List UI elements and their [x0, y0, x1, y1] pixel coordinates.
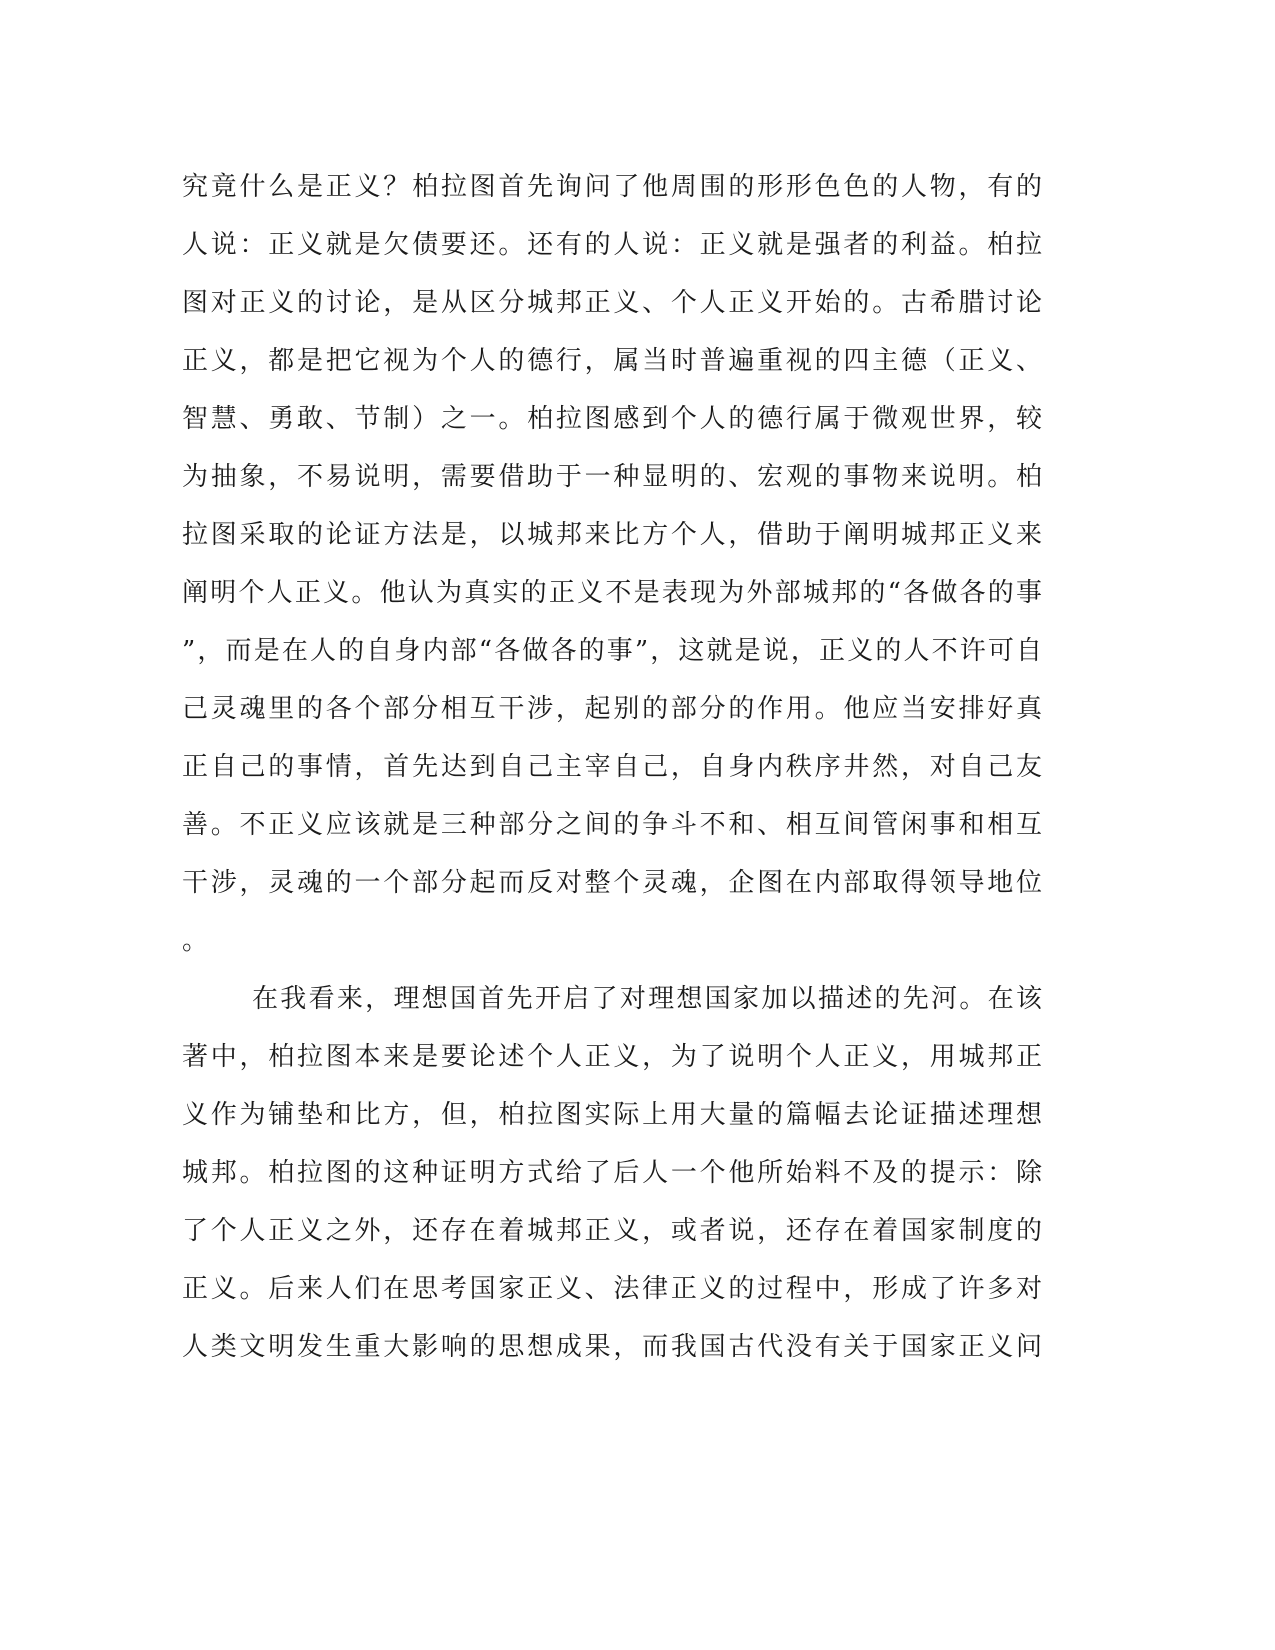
paragraph-1-line: 己灵魂里的各个部分相互干涉，起别的部分的作用。他应当安排好真	[182, 694, 1042, 724]
paragraph-1-line: ”，而是在人的自身内部“各做各的事”，这就是说，正义的人不许可自	[182, 636, 1042, 666]
paragraph-1-line: 为抽象，不易说明，需要借助于一种显明的、宏观的事物来说明。柏	[182, 462, 1042, 492]
paragraph-2-line: 城邦。柏拉图的这种证明方式给了后人一个他所始料不及的提示：除	[182, 1158, 1042, 1188]
paragraph-1-line: 干涉，灵魂的一个部分起而反对整个灵魂，企图在内部取得领导地位	[182, 868, 1042, 898]
paragraph-1	[182, 158, 1042, 970]
paragraph-2-line: 了个人正义之外，还存在着城邦正义，或者说，还存在着国家制度的	[182, 1216, 1042, 1246]
paragraph-1-line: 善。不正义应该就是三种部分之间的争斗不和、相互间管闲事和相互	[182, 810, 1042, 840]
paragraph-2-line: 著中，柏拉图本来是要论述个人正义，为了说明个人正义，用城邦正	[182, 1042, 1042, 1072]
paragraph-1-line: 人说：正义就是欠债要还。还有的人说：正义就是强者的利益。柏拉	[182, 230, 1042, 260]
paragraph-1-line: 智慧、勇敢、节制）之一。柏拉图感到个人的德行属于微观世界，较	[182, 404, 1042, 434]
paragraph-1-line: 拉图采取的论证方法是，以城邦来比方个人，借助于阐明城邦正义来	[182, 520, 1042, 550]
document-body	[182, 158, 1042, 1376]
paragraph-2-line: 义作为铺垫和比方，但，柏拉图实际上用大量的篇幅去论证描述理想	[182, 1100, 1042, 1130]
paragraph-2-line: 在我看来，理想国首先开启了对理想国家加以描述的先河。在该	[252, 984, 1042, 1014]
paragraph-1-line: 。	[182, 926, 209, 956]
paragraph-2	[182, 970, 1042, 1376]
paragraph-1-line: 正义，都是把它视为个人的德行，属当时普遍重视的四主德（正义、	[182, 346, 1042, 376]
paragraph-1-line: 正自己的事情，首先达到自己主宰自己，自身内秩序井然，对自己友	[182, 752, 1042, 782]
paragraph-2-line: 正义。后来人们在思考国家正义、法律正义的过程中，形成了许多对	[182, 1274, 1042, 1304]
paragraph-1-line: 阐明个人正义。他认为真实的正义不是表现为外部城邦的“各做各的事	[182, 578, 1042, 608]
paragraph-1-line: 图对正义的讨论，是从区分城邦正义、个人正义开始的。古希腊讨论	[182, 288, 1042, 318]
paragraph-2-line: 人类文明发生重大影响的思想成果，而我国古代没有关于国家正义问	[182, 1332, 1042, 1362]
paragraph-1-line: 究竟什么是正义？柏拉图首先询问了他周围的形形色色的人物，有的	[182, 172, 1042, 202]
